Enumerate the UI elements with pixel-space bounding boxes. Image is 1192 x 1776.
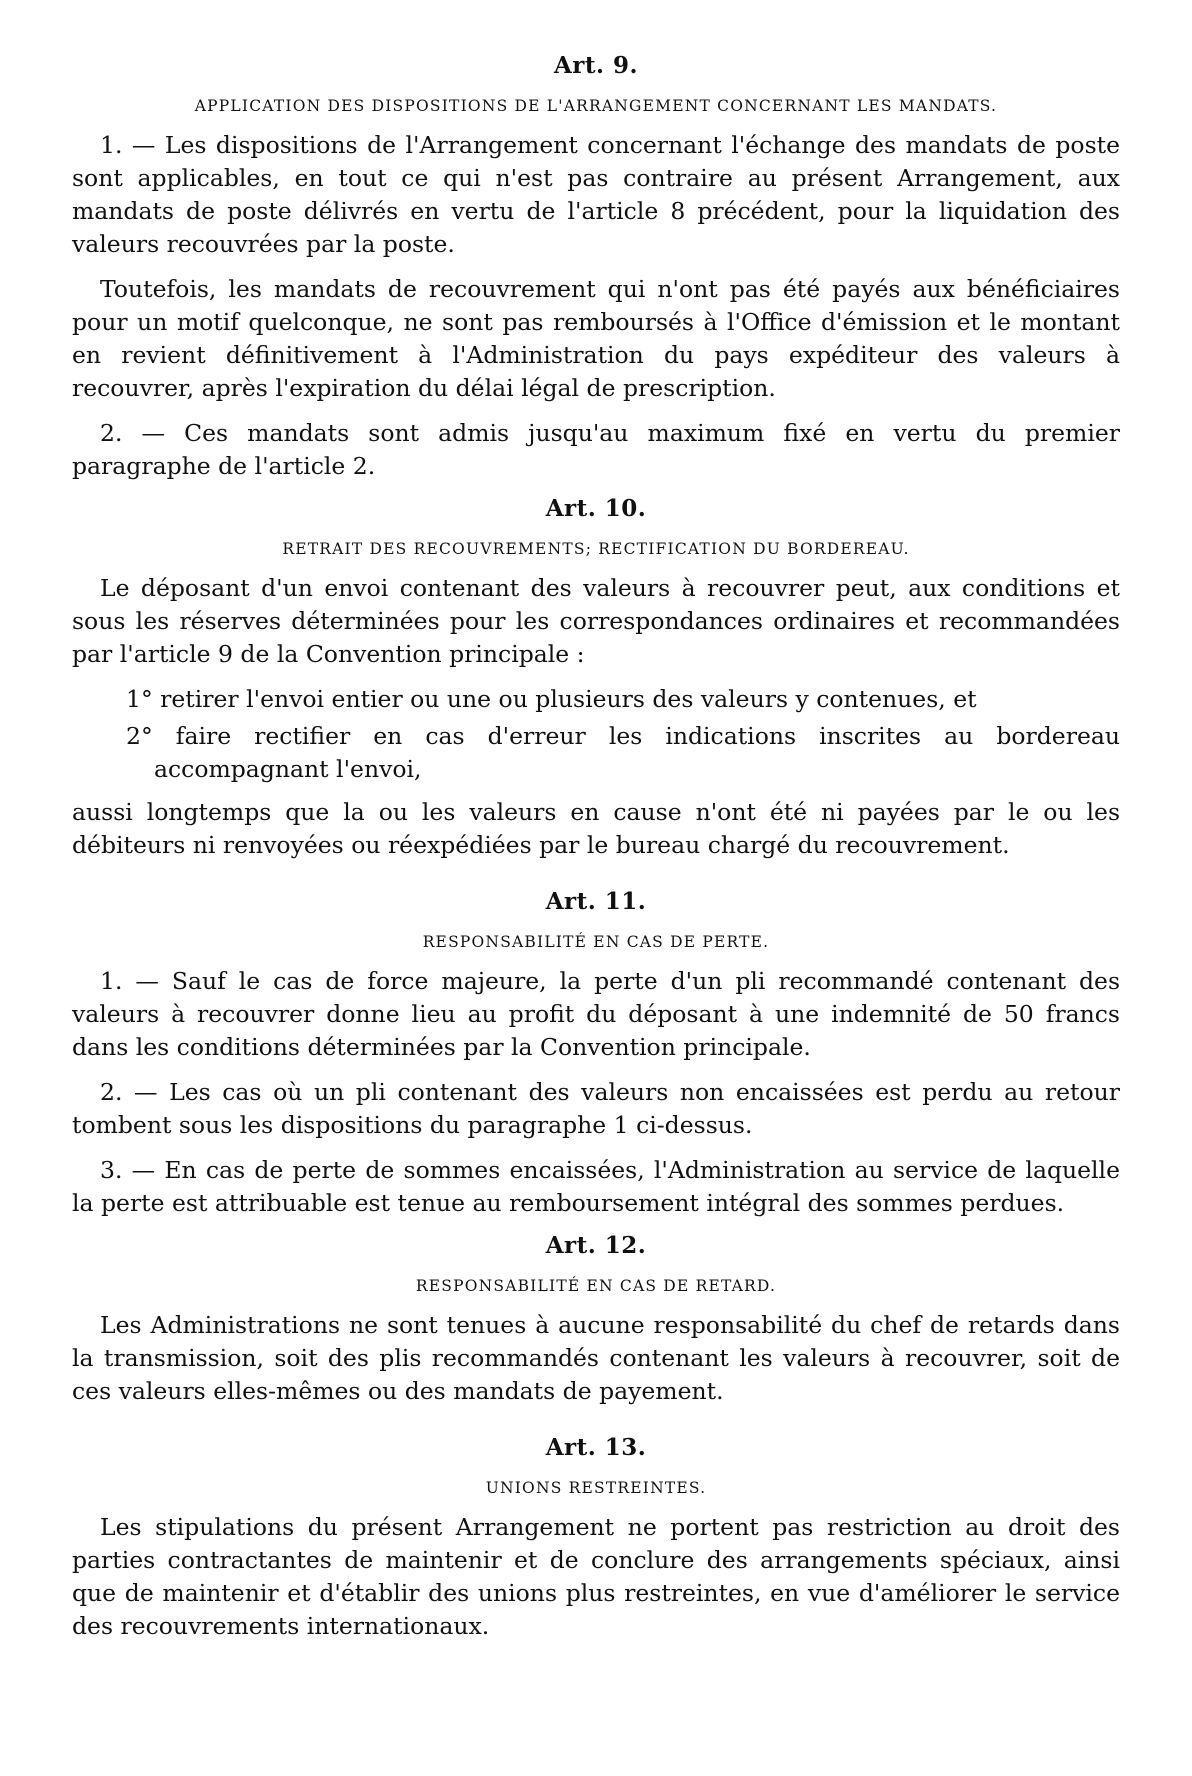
article-subtitle: RESPONSABILITÉ EN CAS DE PERTE.: [422, 933, 770, 951]
article-title: Art. 12.: [545, 1232, 647, 1259]
list-item: 1° retirer l'envoi entier ou une ou plusieurs des valeurs y contenues, et: [126, 685, 977, 713]
article-subtitle: UNIONS RESTREINTES.: [485, 1479, 707, 1497]
paragraph: aussi longtemps que la ou les valeurs en cause n'ont été ni payées par le ou les débiteurs ni renvoyées ou réexpédiées par le bureau chargé du recouvrement.: [72, 798, 1120, 859]
article-subtitle: RETRAIT DES RECOUVREMENTS; RECTIFICATION DU BORDEREAU.: [282, 540, 910, 558]
article-9: [72, 52, 1120, 483]
article-10: [72, 495, 1120, 862]
article-subtitle: RESPONSABILITÉ EN CAS DE RETARD.: [415, 1277, 777, 1295]
paragraph: Le déposant d'un envoi contenant des valeurs à recouvrer peut, aux conditions et sous les réserves déterminées pour les correspondances ordinaires et recommandées par l'article 9 de la Convention principale :: [72, 574, 1120, 668]
paragraph: Toutefois, les mandats de recouvrement qui n'ont pas été payés aux bénéficiaires pour un motif quelconque, ne sont pas remboursés à l'Office d'émission et le montant en revient définitivement à l'Administration du pays expéditeur des valeurs à recouvrer, après l'expiration du délai légal de prescription.: [72, 275, 1120, 402]
spacer: [72, 1420, 1120, 1434]
list-item: 2° faire rectifier en cas d'erreur les indications inscrites au bordereau accompagnant l'envoi,: [126, 722, 1120, 783]
article-title: Art. 13.: [545, 1434, 647, 1461]
article-title: Art. 11.: [545, 888, 647, 915]
paragraph: 2. — Les cas où un pli contenant des valeurs non encaissées est perdu au retour tombent sous les dispositions du paragraphe 1 ci-dessus.: [72, 1078, 1120, 1139]
paragraph: 2. — Ces mandats sont admis jusqu'au maximum fixé en vertu du premier paragraphe de l'article 2.: [72, 419, 1120, 480]
article-subtitle: APPLICATION DES DISPOSITIONS DE L'ARRANGEMENT CONCERNANT LES MANDATS.: [194, 97, 998, 115]
paragraph: Les stipulations du présent Arrangement ne portent pas restriction au droit des parties contractantes de maintenir et de conclure des arrangements spéciaux, ainsi que de maintenir et d'établir des unions plus restreintes, en vue d'améliorer le service des recouvrements internationaux.: [72, 1513, 1120, 1640]
spacer: [72, 874, 1120, 888]
document-body: [72, 52, 1120, 1655]
paragraph: 1. — Les dispositions de l'Arrangement concernant l'échange des mandats de poste sont applicables, en tout ce qui n'est pas contraire au présent Arrangement, aux mandats de poste délivrés en vertu de l'article 8 précédent, pour la liquidation des valeurs recouvrées par la poste.: [72, 131, 1120, 258]
article-title: Art. 9.: [553, 52, 639, 79]
article-title: Art. 10.: [545, 495, 647, 522]
paragraph: 1. — Sauf le cas de force majeure, la perte d'un pli recommandé contenant des valeurs à recouvrer donne lieu au profit du déposant à une indemnité de 50 francs dans les conditions déterminées par la Convention principale.: [72, 967, 1120, 1061]
paragraph: 3. — En cas de perte de sommes encaissées, l'Administration au service de laquelle la perte est attribuable est tenue au remboursement intégral des sommes perdues.: [72, 1156, 1120, 1217]
article-11: [72, 888, 1120, 1220]
article-12: [72, 1232, 1120, 1408]
article-13: [72, 1434, 1120, 1643]
paragraph: Les Administrations ne sont tenues à aucune responsabilité du chef de retards dans la transmission, soit des plis recommandés contenant les valeurs à recouvrer, soit de ces valeurs elles-mêmes ou des mandats de payement.: [72, 1311, 1120, 1405]
numbered-list: [72, 683, 1120, 786]
